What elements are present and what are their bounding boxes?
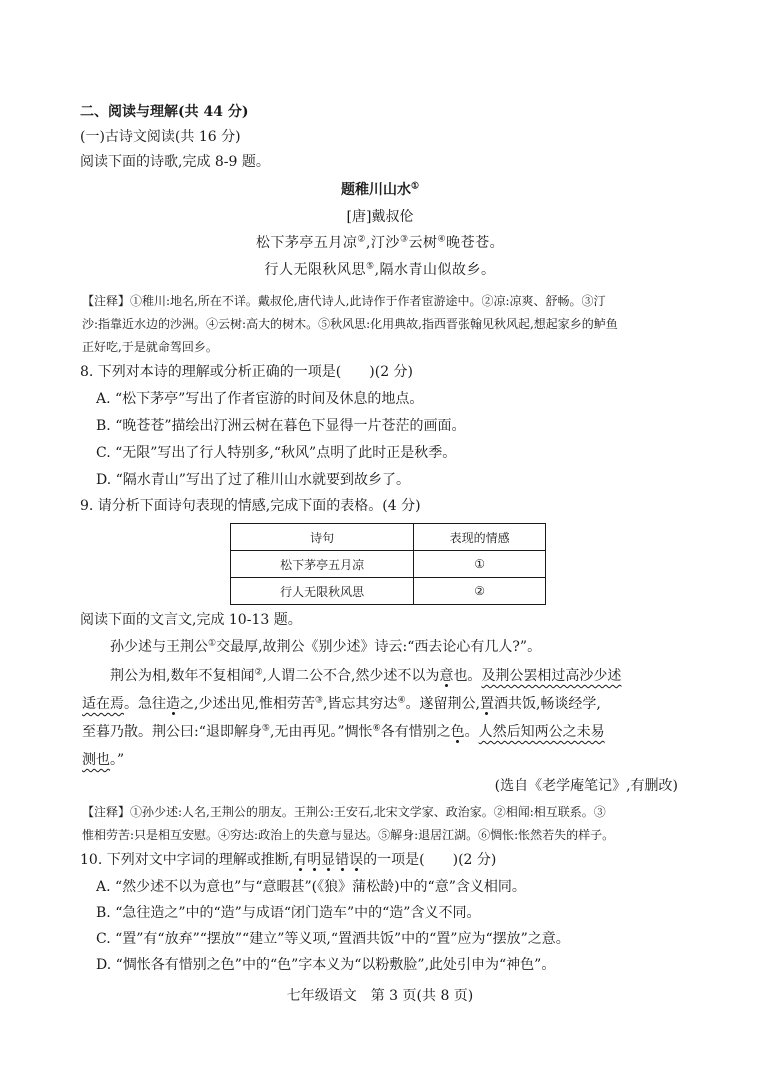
wavy-underlined-sentence: 测也 — [82, 752, 110, 768]
prose-text: 。遂留荆公, — [405, 696, 480, 712]
note-marker: ② — [357, 234, 366, 245]
table-row — [231, 551, 546, 578]
prose-paragraph-2-line-1 — [110, 666, 621, 686]
note-marker: ② — [254, 667, 263, 678]
page-footer: 七年级语文 第 3 页(共 8 页) — [286, 988, 474, 1004]
poem-note-line: 正好吃,于是就命驾回乡。 — [82, 340, 218, 354]
prose-paragraph-2-line-4 — [82, 750, 124, 770]
prose-text: 。 — [464, 724, 479, 740]
dotted-char: 造 — [166, 696, 180, 712]
prose-text: 交最厚,故荆公《别少述》诗云:“西去论心有几人?”。 — [216, 639, 542, 655]
prose-source: (选自《老学庵笔记》,有删改) — [494, 778, 678, 794]
prose-paragraph-1 — [110, 637, 541, 657]
table-header-cell: 诗句 — [231, 524, 414, 551]
prose-text: ,人谓二公不合,然少述不以为 — [262, 668, 440, 684]
prose-text: 。急往 — [124, 696, 166, 712]
dotted-char: 有 — [293, 852, 308, 868]
question-9-stem: 9. 请分析下面诗句表现的情感,完成下面的表格。(4 分) — [80, 498, 421, 514]
poem-line-2-part: ,隔水青山似故乡。 — [374, 262, 496, 278]
question-10-option-c: C. “置”有“放弃”“摆放”“建立”等义项,“置酒共饭”中的“置”应为“摆放”之意。 — [96, 931, 570, 947]
poem-title — [0, 180, 760, 200]
question-8-option-d: D. “隔水青山”写出了过了稚川山水就要到故乡了。 — [96, 472, 410, 488]
note-marker: ⑤ — [261, 723, 270, 734]
section-heading: 二、阅读与理解(共 44 分) — [80, 104, 249, 120]
wavy-underlined-sentence: 适在焉 — [82, 696, 124, 712]
note-marker: ① — [208, 638, 217, 649]
poem-line-2-part: 行人无限秋风思 — [264, 262, 366, 278]
poem-line-2 — [0, 260, 760, 280]
prose-paragraph-2-line-2 — [82, 694, 601, 714]
poem-line-1 — [0, 233, 760, 253]
poem-title-text: 题稚川山水 — [340, 182, 411, 198]
poem-note-line: 【注释】①稚川:地名,所在不详。戴叔伦,唐代诗人,此诗作于作者宦游途中。②凉:凉爽、舒畅。③汀 — [82, 294, 606, 308]
prose-note-line: 【注释】①孙少述:人名,王荆公的朋友。王荆公:王安石,北宋文学家、政治家。②相闻:相互联系。③ — [82, 805, 606, 819]
question-8-stem: 8. 下列对本诗的理解或分析正确的一项是( )(2 分) — [80, 364, 414, 380]
dotted-char: 误 — [349, 852, 364, 868]
question-10-option-a: A. “然少述不以为意也”与“意暇甚”(《狼》蒲松龄)中的“意”含义相同。 — [96, 879, 526, 895]
prose-text: 。” — [110, 752, 125, 768]
prose-text: 之,少述出见,惟相劳苦 — [180, 696, 315, 712]
question-10-stem-text: 的一项是( )(2 分) — [363, 852, 497, 868]
prose-text: 也。 — [453, 668, 482, 684]
dotted-char: 错 — [335, 852, 350, 868]
question-10-option-d: D. “惆怅各有惜别之色”中的“色”字本义为“以粉敷脸”,此处引申为“神色”。 — [96, 957, 556, 973]
table-cell: 行人无限秋风思 — [231, 578, 414, 605]
prose-text: ,无由再见。”惆怅 — [269, 724, 373, 740]
table-header-cell: 表现的情感 — [414, 524, 546, 551]
wavy-underlined-sentence: 人然后知两公之未易 — [478, 724, 605, 740]
poem-line-1-part: ,汀沙 — [365, 235, 400, 251]
wavy-underlined-sentence: 及荆公罢相过高沙少述 — [481, 668, 622, 684]
prose-note-line: 惟相劳苦:只是相互安慰。④穷达:政治上的失意与显达。⑤解身:退居江湖。⑥惆怅:怅然若失的样子。 — [82, 828, 615, 842]
poem-line-1-part: 松下茅亭五月凉 — [255, 235, 358, 251]
dotted-char: 显 — [321, 852, 336, 868]
dotted-char: 置 — [479, 696, 494, 712]
note-marker: ③ — [399, 234, 409, 245]
prose-text: 孙少述与王荆公 — [110, 639, 208, 655]
poem-line-1-part: 云树 — [408, 235, 438, 251]
note-marker: ④ — [397, 695, 406, 706]
dotted-char: 明 — [307, 852, 322, 868]
poem-author: [唐]戴叔伦 — [346, 209, 414, 225]
table-header-row — [231, 524, 546, 551]
prose-text: 各有惜别之 — [380, 724, 451, 740]
table-cell: ② — [414, 578, 546, 605]
prose-instruction: 阅读下面的文言文,完成 10-13 题。 — [80, 612, 302, 628]
note-marker: ⑤ — [365, 261, 375, 272]
poem-note-line: 沙:指靠近水边的沙洲。④云树:高大的树木。⑤秋风思:化用典故,指西晋张翰见秋风起,想起家乡的鲈鱼 — [82, 317, 618, 331]
dotted-char: 意 — [439, 668, 454, 684]
question-10-stem-text: 10. 下列对文中字词的理解或推断, — [80, 852, 294, 868]
question-10-stem — [80, 850, 496, 870]
poem-title-note: ① — [410, 181, 420, 192]
question-8-option-c: C. “无限”写出了行人特别多,“秋风”点明了此时正是秋季。 — [96, 445, 457, 461]
prose-text: 至暮乃散。荆公曰:“退即解身 — [82, 724, 262, 740]
emotion-table — [230, 523, 546, 605]
note-marker: ④ — [437, 234, 447, 245]
dotted-char: 色 — [450, 724, 465, 740]
note-marker: ③ — [314, 695, 323, 706]
prose-paragraph-2-line-3 — [82, 722, 605, 742]
subsection-heading: (一)古诗文阅读(共 16 分) — [80, 129, 241, 145]
poem-instruction: 阅读下面的诗歌,完成 8-9 题。 — [80, 154, 270, 170]
question-8-option-a: A. “松下茅亭”写出了作者宦游的时间及休息的地点。 — [96, 391, 424, 407]
table-cell: ① — [414, 551, 546, 578]
question-8-option-b: B. “晚苍苍”描绘出汀洲云树在暮色下显得一片苍茫的画面。 — [96, 418, 466, 434]
poem-line-1-part: 晚苍苍。 — [446, 235, 505, 251]
note-marker: ⑥ — [372, 723, 381, 734]
prose-text: ,皆忘其穷达 — [322, 696, 398, 712]
question-10-option-b: B. “急往造之”中的“造”与成语“闭门造车”中的“造”含义不同。 — [96, 905, 481, 921]
table-row — [231, 578, 546, 605]
prose-text: 酒共饭,畅谈经学, — [493, 696, 601, 712]
table-cell: 松下茅亭五月凉 — [231, 551, 414, 578]
prose-text: 荆公为相,数年不复相闻 — [110, 668, 255, 684]
